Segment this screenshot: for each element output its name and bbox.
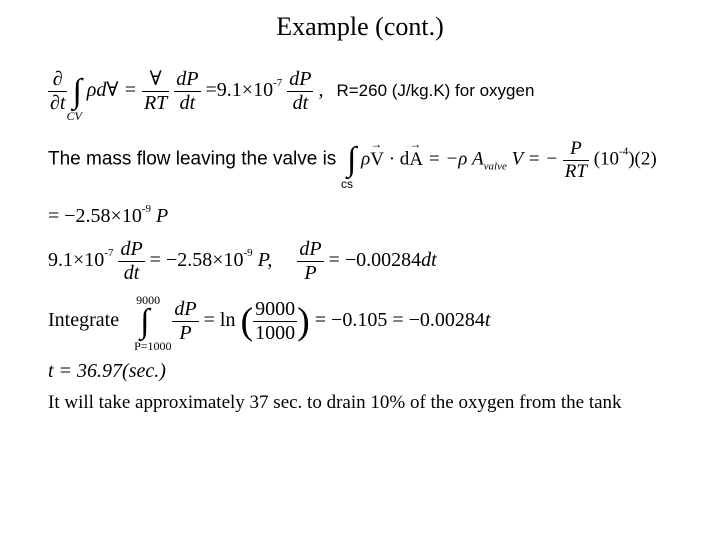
integral-cs: [341, 141, 357, 192]
ratio-numerator: 9000: [255, 298, 296, 320]
coefficient-exponent: -7: [273, 77, 283, 90]
dt-label-3: dt: [123, 262, 140, 284]
rhs-term: = −2.58×10: [149, 249, 244, 272]
gas-constant-note: R=260 (J/kg.K) for oxygen: [336, 81, 535, 101]
fraction-dp-dt-2: [287, 68, 313, 115]
area-vector: → A: [409, 149, 423, 171]
ln-operator: = ln: [203, 309, 236, 332]
conclusion-text: It will take approximately 37 sec. to drain 10% of the oxygen from the tank: [48, 392, 622, 413]
fraction-dp-p-2: [172, 298, 198, 345]
comma: ,: [318, 79, 324, 102]
rt-label: RT: [143, 92, 168, 114]
mass-flow-eq1: = −ρ A: [427, 148, 484, 170]
velocity-factor: )(2): [628, 148, 657, 170]
fraction-p-rt: [563, 138, 589, 183]
dp-label-5: dP: [174, 298, 197, 320]
dt-label: dt: [179, 92, 196, 114]
equation-line-6: [48, 360, 166, 383]
integral-region-label-2: cs: [341, 177, 354, 192]
fraction-volume-rt: [142, 68, 169, 115]
volume-symbol: ∀: [142, 68, 169, 92]
equation-line-5: [48, 292, 491, 353]
rho-symbol: ρ: [361, 148, 371, 170]
mass-flow-eq2: V = −: [511, 148, 559, 170]
coefficient-exponent-2: -7: [104, 247, 114, 260]
time-variable: t: [484, 309, 491, 332]
rhs-variable: P,: [257, 249, 273, 272]
rhs-exponent: -9: [243, 247, 253, 260]
rate-variable: dt: [421, 249, 437, 272]
pressure-ratio: [253, 298, 297, 345]
left-paren: (: [240, 300, 254, 343]
fraction-dp-dt: [174, 68, 200, 115]
dp-label-4: dP: [299, 238, 322, 260]
coefficient-2: 9.1×10: [48, 249, 105, 272]
partial-derivative: [48, 68, 67, 115]
partial-symbol: ∂: [48, 68, 67, 92]
partial-dt: ∂t: [50, 92, 66, 114]
integral-sign: ∫: [72, 72, 82, 110]
integration-result: = −0.105 = −0.00284: [314, 309, 485, 332]
page-title: Example (cont.): [276, 12, 444, 41]
integrand: ρd∀ =: [86, 79, 137, 102]
equation-line-2: [48, 138, 657, 192]
integral-sign-2: ∫: [347, 141, 357, 179]
equation-line-4: [48, 238, 437, 285]
fraction-dp-p: [297, 238, 323, 285]
integral-sign-3: ∫: [140, 302, 150, 340]
time-result: t = 36.97(sec.): [48, 360, 166, 382]
mass-flow-text: The mass flow leaving the valve is: [48, 148, 337, 170]
equation-line-3: [48, 203, 168, 228]
equation-line-1: [48, 68, 535, 123]
right-paren: ): [297, 300, 310, 343]
valve-subscript: valve: [483, 160, 507, 173]
dp-label-3: dP: [120, 238, 143, 260]
conclusion-line: [48, 392, 622, 414]
integral-cv: [66, 72, 82, 123]
integral-region-label: CV: [66, 108, 82, 123]
rt-label-2: RT: [564, 160, 587, 182]
p-label: P: [563, 138, 589, 161]
rate-constant: = −0.00284: [328, 249, 422, 272]
area-exponent: -4: [619, 145, 629, 158]
dt-label-2: dt: [292, 92, 309, 114]
upper-limit: 9000: [136, 292, 161, 307]
p-label-2: P: [304, 262, 317, 284]
dot-product: · d: [388, 148, 410, 170]
ratio-denominator: 1000: [255, 322, 296, 344]
mass-flow-result: = −2.58×10: [48, 205, 142, 227]
lower-limit: P=1000: [134, 338, 172, 353]
coefficient: =9.1×10: [205, 79, 274, 102]
dp-label: dP: [176, 68, 199, 90]
result-exponent: -9: [141, 203, 152, 215]
integrate-label: Integrate: [48, 309, 120, 332]
p-label-3: P: [179, 322, 192, 344]
velocity-vector: → V: [370, 149, 384, 171]
fraction-dp-dt-3: [118, 238, 144, 285]
definite-integral: [134, 292, 172, 353]
area-factor: (10: [593, 148, 620, 170]
dp-label-2: dP: [289, 68, 312, 90]
result-variable: P: [156, 205, 169, 227]
